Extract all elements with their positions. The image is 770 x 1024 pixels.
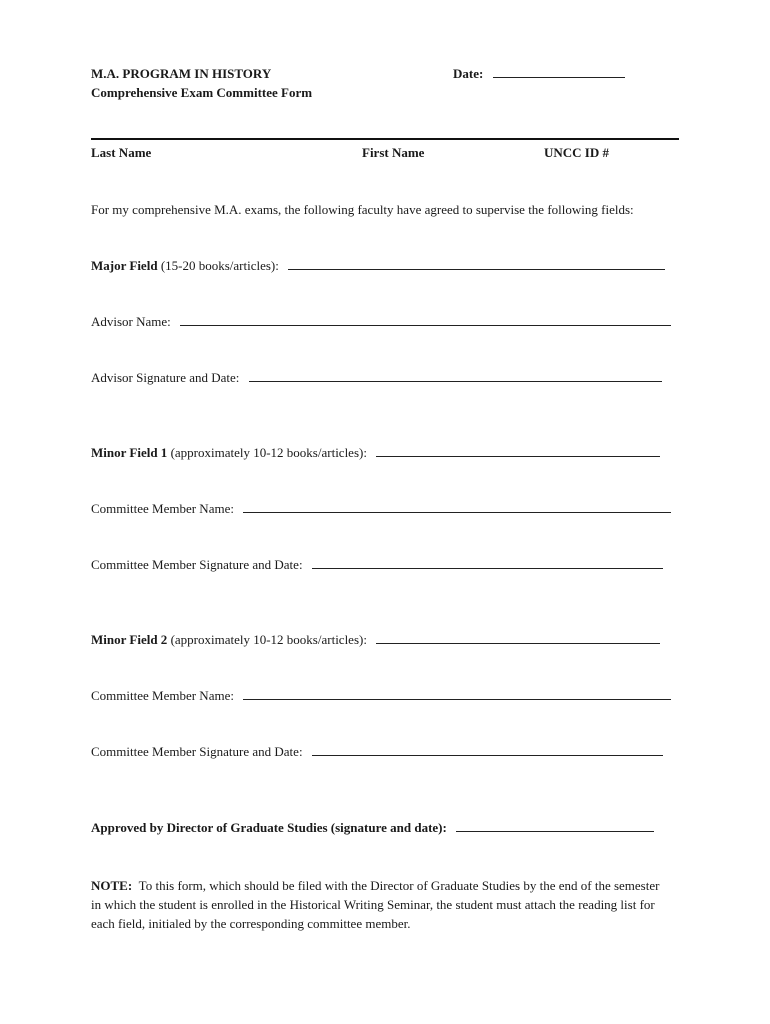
note-label: NOTE: (91, 878, 133, 893)
minor-1-member-signature-blank[interactable] (312, 557, 663, 569)
form-title: Comprehensive Exam Committee Form (91, 85, 313, 100)
minor-2-member-signature-row (91, 744, 663, 760)
advisor-name-row (91, 314, 671, 330)
minor-field-2-label: Minor Field 2 (91, 632, 168, 647)
approval-label: Approved by Director of Graduate Studies (signature and date): (91, 820, 447, 835)
advisor-name-blank[interactable] (180, 314, 671, 326)
advisor-signature-row (91, 370, 662, 386)
intro-text: For my comprehensive M.A. exams, the following faculty have agreed to supervise the following fields: (91, 202, 634, 217)
minor-field-1-row (91, 445, 660, 461)
minor-2-member-name-row (91, 688, 671, 704)
minor-1-member-signature-label: Committee Member Signature and Date: (91, 557, 303, 572)
minor-field-1-label: Minor Field 1 (91, 445, 168, 460)
minor-1-member-name-blank[interactable] (243, 501, 671, 513)
approval-row (91, 820, 654, 836)
note-paragraph (91, 876, 671, 933)
minor-2-member-signature-label: Committee Member Signature and Date: (91, 744, 303, 759)
date-label: Date: (453, 66, 484, 81)
date-blank[interactable] (493, 66, 625, 78)
note-text: To this form, which should be filed with the Director of Graduate Studies by the end of the semester in which the student is enrolled in the Historical Writing Seminar, the student must attach the reading list for each field, initialed by the corresponding committee member. (91, 878, 660, 931)
minor-2-member-name-blank[interactable] (243, 688, 671, 700)
program-title: M.A. PROGRAM IN HISTORY (91, 66, 272, 81)
major-field-detail: (15-20 books/articles): (157, 258, 279, 273)
minor-1-member-name-label: Committee Member Name: (91, 501, 234, 516)
first-name-label: First Name (362, 145, 425, 160)
advisor-name-label: Advisor Name: (91, 314, 171, 329)
minor-field-2-blank[interactable] (376, 632, 660, 644)
header-divider (91, 138, 679, 140)
minor-field-2-detail: (approximately 10-12 books/articles): (167, 632, 367, 647)
date-field (453, 66, 625, 82)
major-field-row (91, 258, 665, 274)
advisor-signature-label: Advisor Signature and Date: (91, 370, 240, 385)
minor-field-2-row (91, 632, 660, 648)
minor-1-member-name-row (91, 501, 671, 517)
major-field-label: Major Field (91, 258, 158, 273)
minor-field-1-detail: (approximately 10-12 books/articles): (167, 445, 367, 460)
advisor-signature-blank[interactable] (249, 370, 662, 382)
last-name-label: Last Name (91, 145, 152, 160)
minor-2-member-name-label: Committee Member Name: (91, 688, 234, 703)
minor-2-member-signature-blank[interactable] (312, 744, 663, 756)
major-field-blank[interactable] (288, 258, 665, 270)
uncc-id-label: UNCC ID # (544, 145, 609, 160)
approval-blank[interactable] (456, 820, 654, 832)
minor-field-1-blank[interactable] (376, 445, 660, 457)
minor-1-member-signature-row (91, 557, 663, 573)
